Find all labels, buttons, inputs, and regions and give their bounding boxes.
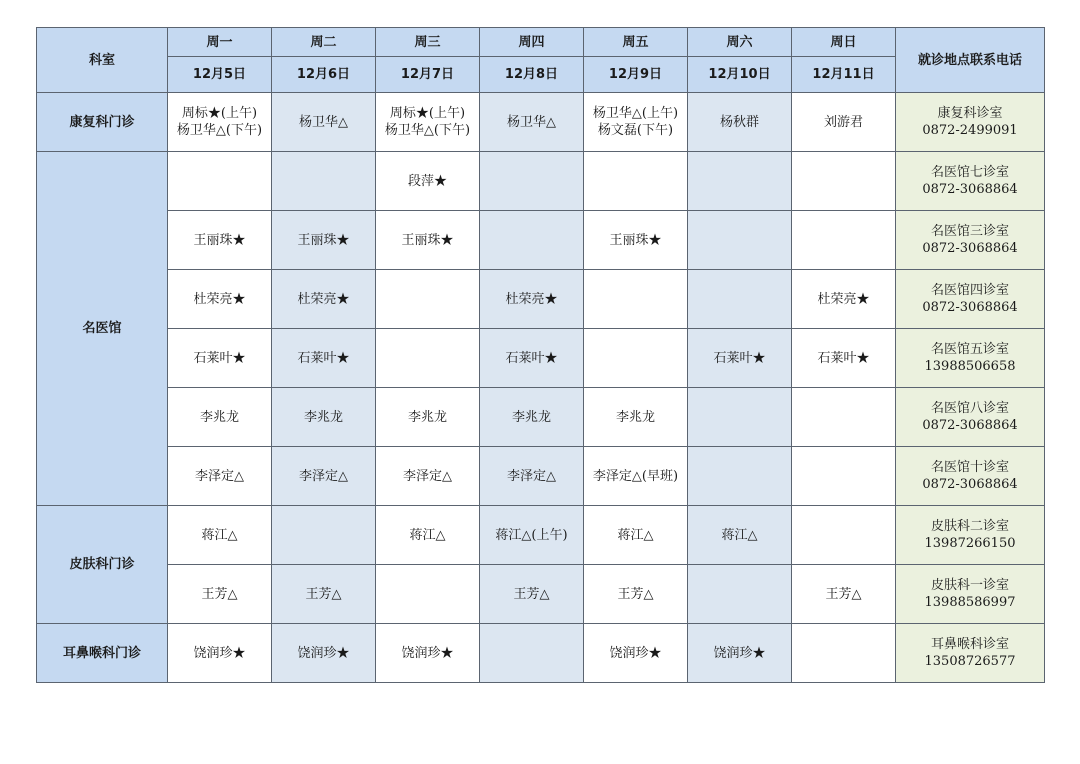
location-cell	[896, 506, 1045, 565]
table-row	[37, 270, 1045, 329]
doctor-entry: 李兆龙	[407, 409, 447, 425]
schedule-cell	[272, 565, 376, 624]
table-header	[37, 28, 1045, 93]
doctor-entry: 饶润珍★	[297, 645, 350, 661]
schedule-cell	[792, 211, 896, 270]
header-date: 12月11日	[792, 57, 896, 93]
table-row	[37, 624, 1045, 683]
schedule-cell	[792, 93, 896, 152]
location-cell	[896, 152, 1045, 211]
schedule-cell	[480, 506, 584, 565]
doctor-entry: 蒋江△	[721, 527, 758, 543]
schedule-cell	[168, 211, 272, 270]
doctor-entry: 杨卫华△(上午)	[592, 106, 679, 121]
schedule-cell	[480, 152, 584, 211]
schedule-cell	[376, 329, 480, 388]
header-date: 12月7日	[376, 57, 480, 93]
doctor-entry: 王芳△	[825, 586, 862, 602]
schedule-cell	[584, 506, 688, 565]
location-cell	[896, 624, 1045, 683]
clinic-room: 名医馆四诊室	[930, 283, 1009, 298]
schedule-table	[36, 27, 1045, 683]
doctor-entry: 周标★(上午)	[181, 106, 258, 121]
doctor-entry: 王芳△	[617, 586, 654, 602]
header-weekday: 周五	[584, 28, 688, 57]
schedule-cell	[376, 270, 480, 329]
doctor-entry: 杨卫华△	[299, 114, 348, 130]
schedule-cell	[168, 506, 272, 565]
header-weekday: 周日	[792, 28, 896, 57]
table-row	[37, 93, 1045, 152]
header-weekday: 周六	[688, 28, 792, 57]
doctor-entry: 石莱叶★	[505, 350, 558, 366]
schedule-cell	[584, 624, 688, 683]
schedule-cell	[480, 211, 584, 270]
clinic-room: 耳鼻喉科诊室	[930, 637, 1009, 652]
schedule-cell	[168, 565, 272, 624]
doctor-entry: 李兆龙	[511, 409, 551, 425]
schedule-cell	[584, 329, 688, 388]
schedule-cell	[480, 93, 584, 152]
schedule-cell	[272, 270, 376, 329]
doctor-entry: 刘游君	[823, 114, 863, 130]
schedule-cell	[168, 152, 272, 211]
location-cell	[896, 388, 1045, 447]
doctor-entry: 石莱叶★	[193, 350, 246, 366]
doctor-entry: 饶润珍★	[193, 645, 246, 661]
location-cell	[896, 329, 1045, 388]
department-cell: 康复科门诊	[37, 93, 168, 152]
doctor-entry: 李泽定△	[403, 468, 452, 484]
schedule-cell	[584, 388, 688, 447]
schedule-cell	[272, 93, 376, 152]
doctor-entry: 杨秋群	[719, 114, 759, 130]
doctor-entry: 王芳△	[201, 586, 238, 602]
header-dept: 科室	[37, 28, 168, 93]
department-cell: 耳鼻喉科门诊	[37, 624, 168, 683]
doctor-entry: 王丽珠★	[609, 232, 662, 248]
table-body	[37, 93, 1045, 683]
doctor-entry: 杨卫华△(下午)	[384, 123, 471, 138]
phone-number: 13988586997	[924, 595, 1016, 610]
phone-number: 13988506658	[924, 359, 1016, 374]
header-date: 12月6日	[272, 57, 376, 93]
doctor-entry: 王芳△	[513, 586, 550, 602]
phone-number: 0872-3068864	[922, 477, 1018, 492]
header-weekday: 周一	[168, 28, 272, 57]
schedule-cell	[792, 506, 896, 565]
clinic-room: 名医馆十诊室	[930, 460, 1009, 475]
location-cell	[896, 211, 1045, 270]
doctor-entry: 蒋江△	[201, 527, 238, 543]
doctor-entry: 王丽珠★	[401, 232, 454, 248]
doctor-entry: 杨卫华△(下午)	[176, 123, 263, 138]
phone-number: 13987266150	[924, 536, 1016, 551]
schedule-cell	[688, 565, 792, 624]
doctor-entry: 杨文磊(下午)	[597, 123, 674, 138]
schedule-cell	[584, 93, 688, 152]
header-location: 就诊地点联系电话	[896, 28, 1045, 93]
doctor-entry: 李兆龙	[199, 409, 239, 425]
schedule-cell	[376, 93, 480, 152]
doctor-entry: 石莱叶★	[713, 350, 766, 366]
schedule-cell	[480, 329, 584, 388]
doctor-entry: 杜荣亮★	[193, 291, 246, 307]
doctor-entry: 李泽定△(早班)	[592, 468, 679, 484]
table-row	[37, 506, 1045, 565]
header-row-weekdays	[37, 28, 1045, 57]
table-row	[37, 447, 1045, 506]
clinic-room: 康复科诊室	[937, 106, 1003, 121]
schedule-cell	[688, 152, 792, 211]
schedule-cell	[688, 329, 792, 388]
schedule-cell	[480, 388, 584, 447]
table-row	[37, 388, 1045, 447]
schedule-cell	[168, 624, 272, 683]
schedule-cell	[688, 270, 792, 329]
location-cell	[896, 447, 1045, 506]
schedule-cell	[376, 211, 480, 270]
doctor-entry: 段萍★	[407, 173, 447, 189]
doctor-entry: 石莱叶★	[817, 350, 870, 366]
schedule-cell	[480, 447, 584, 506]
clinic-room: 皮肤科一诊室	[930, 578, 1009, 593]
schedule-cell	[272, 624, 376, 683]
doctor-entry: 李兆龙	[303, 409, 343, 425]
schedule-cell	[688, 506, 792, 565]
header-date: 12月5日	[168, 57, 272, 93]
schedule-cell	[584, 211, 688, 270]
doctor-entry: 李泽定△	[195, 468, 244, 484]
clinic-room: 名医馆八诊室	[930, 401, 1009, 416]
doctor-entry: 李兆龙	[615, 409, 655, 425]
schedule-cell	[584, 270, 688, 329]
doctor-entry: 饶润珍★	[713, 645, 766, 661]
schedule-cell	[272, 447, 376, 506]
schedule-cell	[792, 329, 896, 388]
doctor-entry: 杨卫华△	[507, 114, 556, 130]
doctor-entry: 王芳△	[305, 586, 342, 602]
header-row-dates	[37, 57, 1045, 93]
doctor-entry: 饶润珍★	[401, 645, 454, 661]
doctor-entry: 王丽珠★	[193, 232, 246, 248]
schedule-cell	[584, 152, 688, 211]
doctor-entry: 李泽定△	[299, 468, 348, 484]
schedule-cell	[792, 270, 896, 329]
header-weekday: 周二	[272, 28, 376, 57]
schedule-cell	[376, 388, 480, 447]
clinic-room: 名医馆五诊室	[930, 342, 1009, 357]
schedule-cell	[168, 93, 272, 152]
schedule-cell	[792, 565, 896, 624]
phone-number: 0872-3068864	[922, 300, 1018, 315]
department-cell: 皮肤科门诊	[37, 506, 168, 624]
schedule-cell	[272, 329, 376, 388]
schedule-cell	[168, 388, 272, 447]
schedule-cell	[792, 624, 896, 683]
clinic-room: 名医馆七诊室	[930, 165, 1009, 180]
header-date: 12月9日	[584, 57, 688, 93]
schedule-cell	[688, 211, 792, 270]
schedule-cell	[168, 447, 272, 506]
department-cell: 名医馆	[37, 152, 168, 506]
doctor-entry: 饶润珍★	[609, 645, 662, 661]
header-weekday: 周四	[480, 28, 584, 57]
location-cell	[896, 565, 1045, 624]
doctor-entry: 蒋江△(上午)	[495, 527, 568, 543]
phone-number: 0872-2499091	[922, 123, 1018, 138]
schedule-cell	[480, 624, 584, 683]
header-date: 12月8日	[480, 57, 584, 93]
schedule-cell	[376, 506, 480, 565]
phone-number: 0872-3068864	[922, 182, 1018, 197]
location-cell	[896, 270, 1045, 329]
schedule-cell	[792, 447, 896, 506]
schedule-cell	[272, 211, 376, 270]
schedule-cell	[688, 624, 792, 683]
schedule-cell	[688, 93, 792, 152]
schedule-cell	[688, 447, 792, 506]
schedule-cell	[272, 506, 376, 565]
schedule-cell	[272, 152, 376, 211]
phone-number: 0872-3068864	[922, 241, 1018, 256]
table-row	[37, 565, 1045, 624]
table-row	[37, 152, 1045, 211]
doctor-entry: 杜荣亮★	[505, 291, 558, 307]
schedule-cell	[272, 388, 376, 447]
schedule-cell	[480, 270, 584, 329]
doctor-entry: 周标★(上午)	[389, 106, 466, 121]
schedule-cell	[376, 447, 480, 506]
doctor-entry: 石莱叶★	[297, 350, 350, 366]
schedule-cell	[376, 152, 480, 211]
header-date: 12月10日	[688, 57, 792, 93]
doctor-entry: 王丽珠★	[297, 232, 350, 248]
doctor-entry: 蒋江△	[617, 527, 654, 543]
schedule-cell	[168, 329, 272, 388]
schedule-cell	[480, 565, 584, 624]
location-cell	[896, 93, 1045, 152]
doctor-entry: 李泽定△	[507, 468, 556, 484]
table-row	[37, 329, 1045, 388]
schedule-cell	[584, 565, 688, 624]
schedule-cell	[376, 565, 480, 624]
clinic-room: 皮肤科二诊室	[930, 519, 1009, 534]
header-weekday: 周三	[376, 28, 480, 57]
doctor-entry: 杜荣亮★	[297, 291, 350, 307]
schedule-cell	[792, 152, 896, 211]
schedule-cell	[688, 388, 792, 447]
phone-number: 13508726577	[924, 654, 1016, 669]
phone-number: 0872-3068864	[922, 418, 1018, 433]
doctor-entry: 杜荣亮★	[817, 291, 870, 307]
table-row	[37, 211, 1045, 270]
doctor-entry: 蒋江△	[409, 527, 446, 543]
clinic-room: 名医馆三诊室	[930, 224, 1009, 239]
schedule-cell	[168, 270, 272, 329]
schedule-cell	[792, 388, 896, 447]
schedule-cell	[584, 447, 688, 506]
schedule-cell	[376, 624, 480, 683]
